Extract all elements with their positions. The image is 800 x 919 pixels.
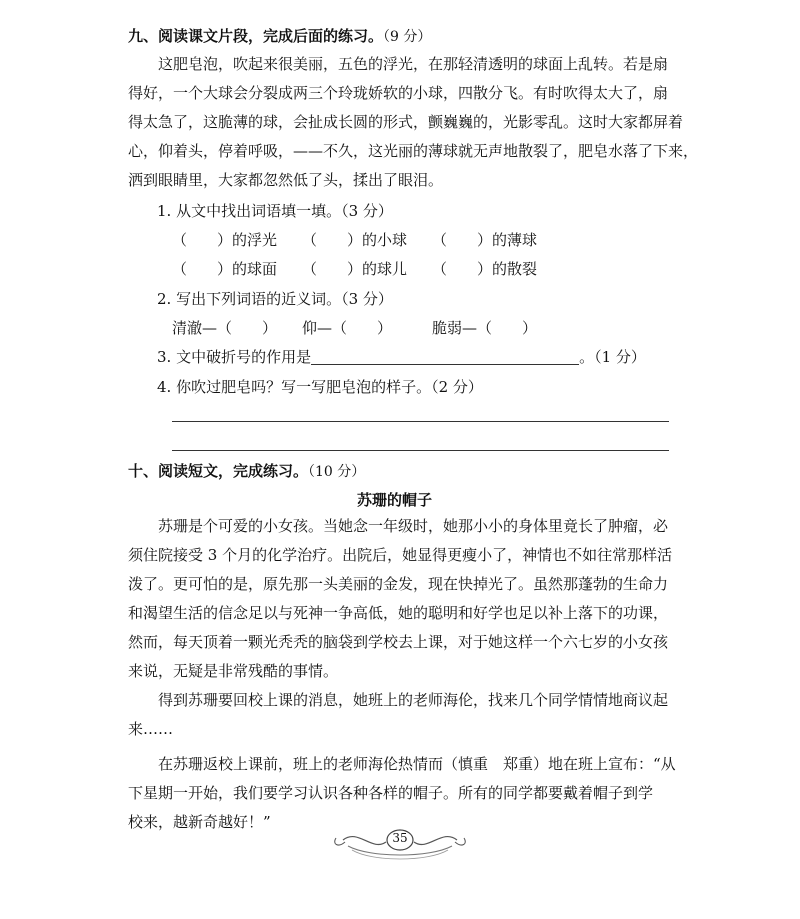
passage-line: 下星期一开始，我们要学习认识各种各样的帽子。所有的同学都要戴着帽子到学: [128, 784, 654, 802]
question-3: [157, 346, 646, 367]
section-10-heading: [128, 460, 365, 481]
section-9-heading: [128, 25, 431, 46]
section-10-passage: [128, 512, 676, 837]
story-title: 苏珊的帽子: [357, 491, 433, 509]
section-9-passage: [128, 50, 698, 195]
passage-line: 须住院接受 3 个月的化学治疗。出院后，她显得更瘦小了，神情也不如往常那样活: [128, 546, 673, 564]
question-3-label: 3. 文中破折号的作用是: [157, 348, 312, 366]
passage-line: 心，仰着头，停着呼吸，——不久，这光丽的薄球就无声地散裂了，肥皂水落了下来，: [128, 142, 699, 160]
answer-line[interactable]: [172, 450, 669, 451]
passage-line: 这肥皂泡，吹起来很美丽，五色的浮光，在那轻清透明的球面上乱转。若是扇: [158, 55, 669, 73]
q1-blank[interactable]: （ ）的薄球: [432, 231, 538, 249]
question-2-label: 2. 写出下列词语的近义词。（3 分）: [157, 290, 393, 308]
page-number: 35: [392, 831, 408, 845]
q1-blank[interactable]: （ ）的散裂: [432, 260, 538, 278]
question-3-points: 。（1 分）: [579, 348, 646, 366]
passage-line: 苏珊是个可爱的小女孩。当她念一年级时，她那小小的身体里竟长了肿瘤，必: [158, 517, 669, 535]
question-1-label: 1. 从文中找出词语填一填。（3 分）: [157, 202, 393, 220]
footer-ornament-icon: [0, 820, 800, 870]
section-9-heading-text: 九、阅读课文片段，完成后面的练习。: [128, 27, 384, 45]
passage-line: 和渴望生活的信念足以与死神一争高低，她的聪明和好学也足以补上落下的功课，: [128, 604, 669, 622]
passage-line: 校来，越新奇越好！”: [128, 813, 271, 831]
page-footer: [0, 820, 800, 870]
passage-line: 在苏珊返校上课前，班上的老师海伦热情而（慎重 郑重）地在班上宣布：“从: [158, 755, 676, 773]
answer-line[interactable]: [172, 421, 669, 422]
q2-blank[interactable]: 清澈—（ ）: [172, 319, 278, 337]
answer-line[interactable]: [311, 348, 579, 365]
q1-blank[interactable]: （ ）的球儿: [302, 260, 408, 278]
question-4-label: 4. 你吹过肥皂吗？写一写肥皂泡的样子。（2 分）: [157, 378, 483, 396]
q1-blank[interactable]: （ ）的球面: [172, 260, 278, 278]
passage-line: 洒到眼睛里，大家都忽然低了头，揉出了眼泪。: [128, 171, 444, 189]
passage-line: 然而，每天顶着一颗光秃秃的脑袋到学校去上课，对于她这样一个六七岁的小女孩: [128, 633, 669, 651]
section-10-points: （10 分）: [308, 464, 366, 480]
section-10-heading-text: 十、阅读短文，完成练习。: [128, 462, 309, 480]
passage-line: 来说，无疑是非常残酷的事情。: [128, 662, 339, 680]
passage-line: 得到苏珊要回校上课的消息，她班上的老师海伦，找来几个同学情情地商议起: [158, 691, 669, 709]
passage-line: 得太急了，这脆薄的球，会扯成长圆的形式，颤巍巍的，光影零乱。这时大家都屏着: [128, 113, 684, 131]
passage-line: 泼了。更可怕的是，原先那一头美丽的金发，现在快掉光了。虽然那蓬勃的生命力: [128, 575, 669, 593]
passage-line: 得好，一个大球会分裂成两三个玲珑娇软的小球，四散分飞。有时吹得太大了，扇: [128, 84, 669, 102]
q1-blank[interactable]: （ ）的小球: [302, 231, 408, 249]
q2-blank[interactable]: 脆弱—（ ）: [432, 319, 538, 337]
q2-blank[interactable]: 仰—（ ）: [302, 319, 393, 337]
passage-line: 来……: [128, 720, 174, 738]
section-9-points: （9 分）: [383, 29, 432, 45]
q1-blank[interactable]: （ ）的浮光: [172, 231, 278, 249]
